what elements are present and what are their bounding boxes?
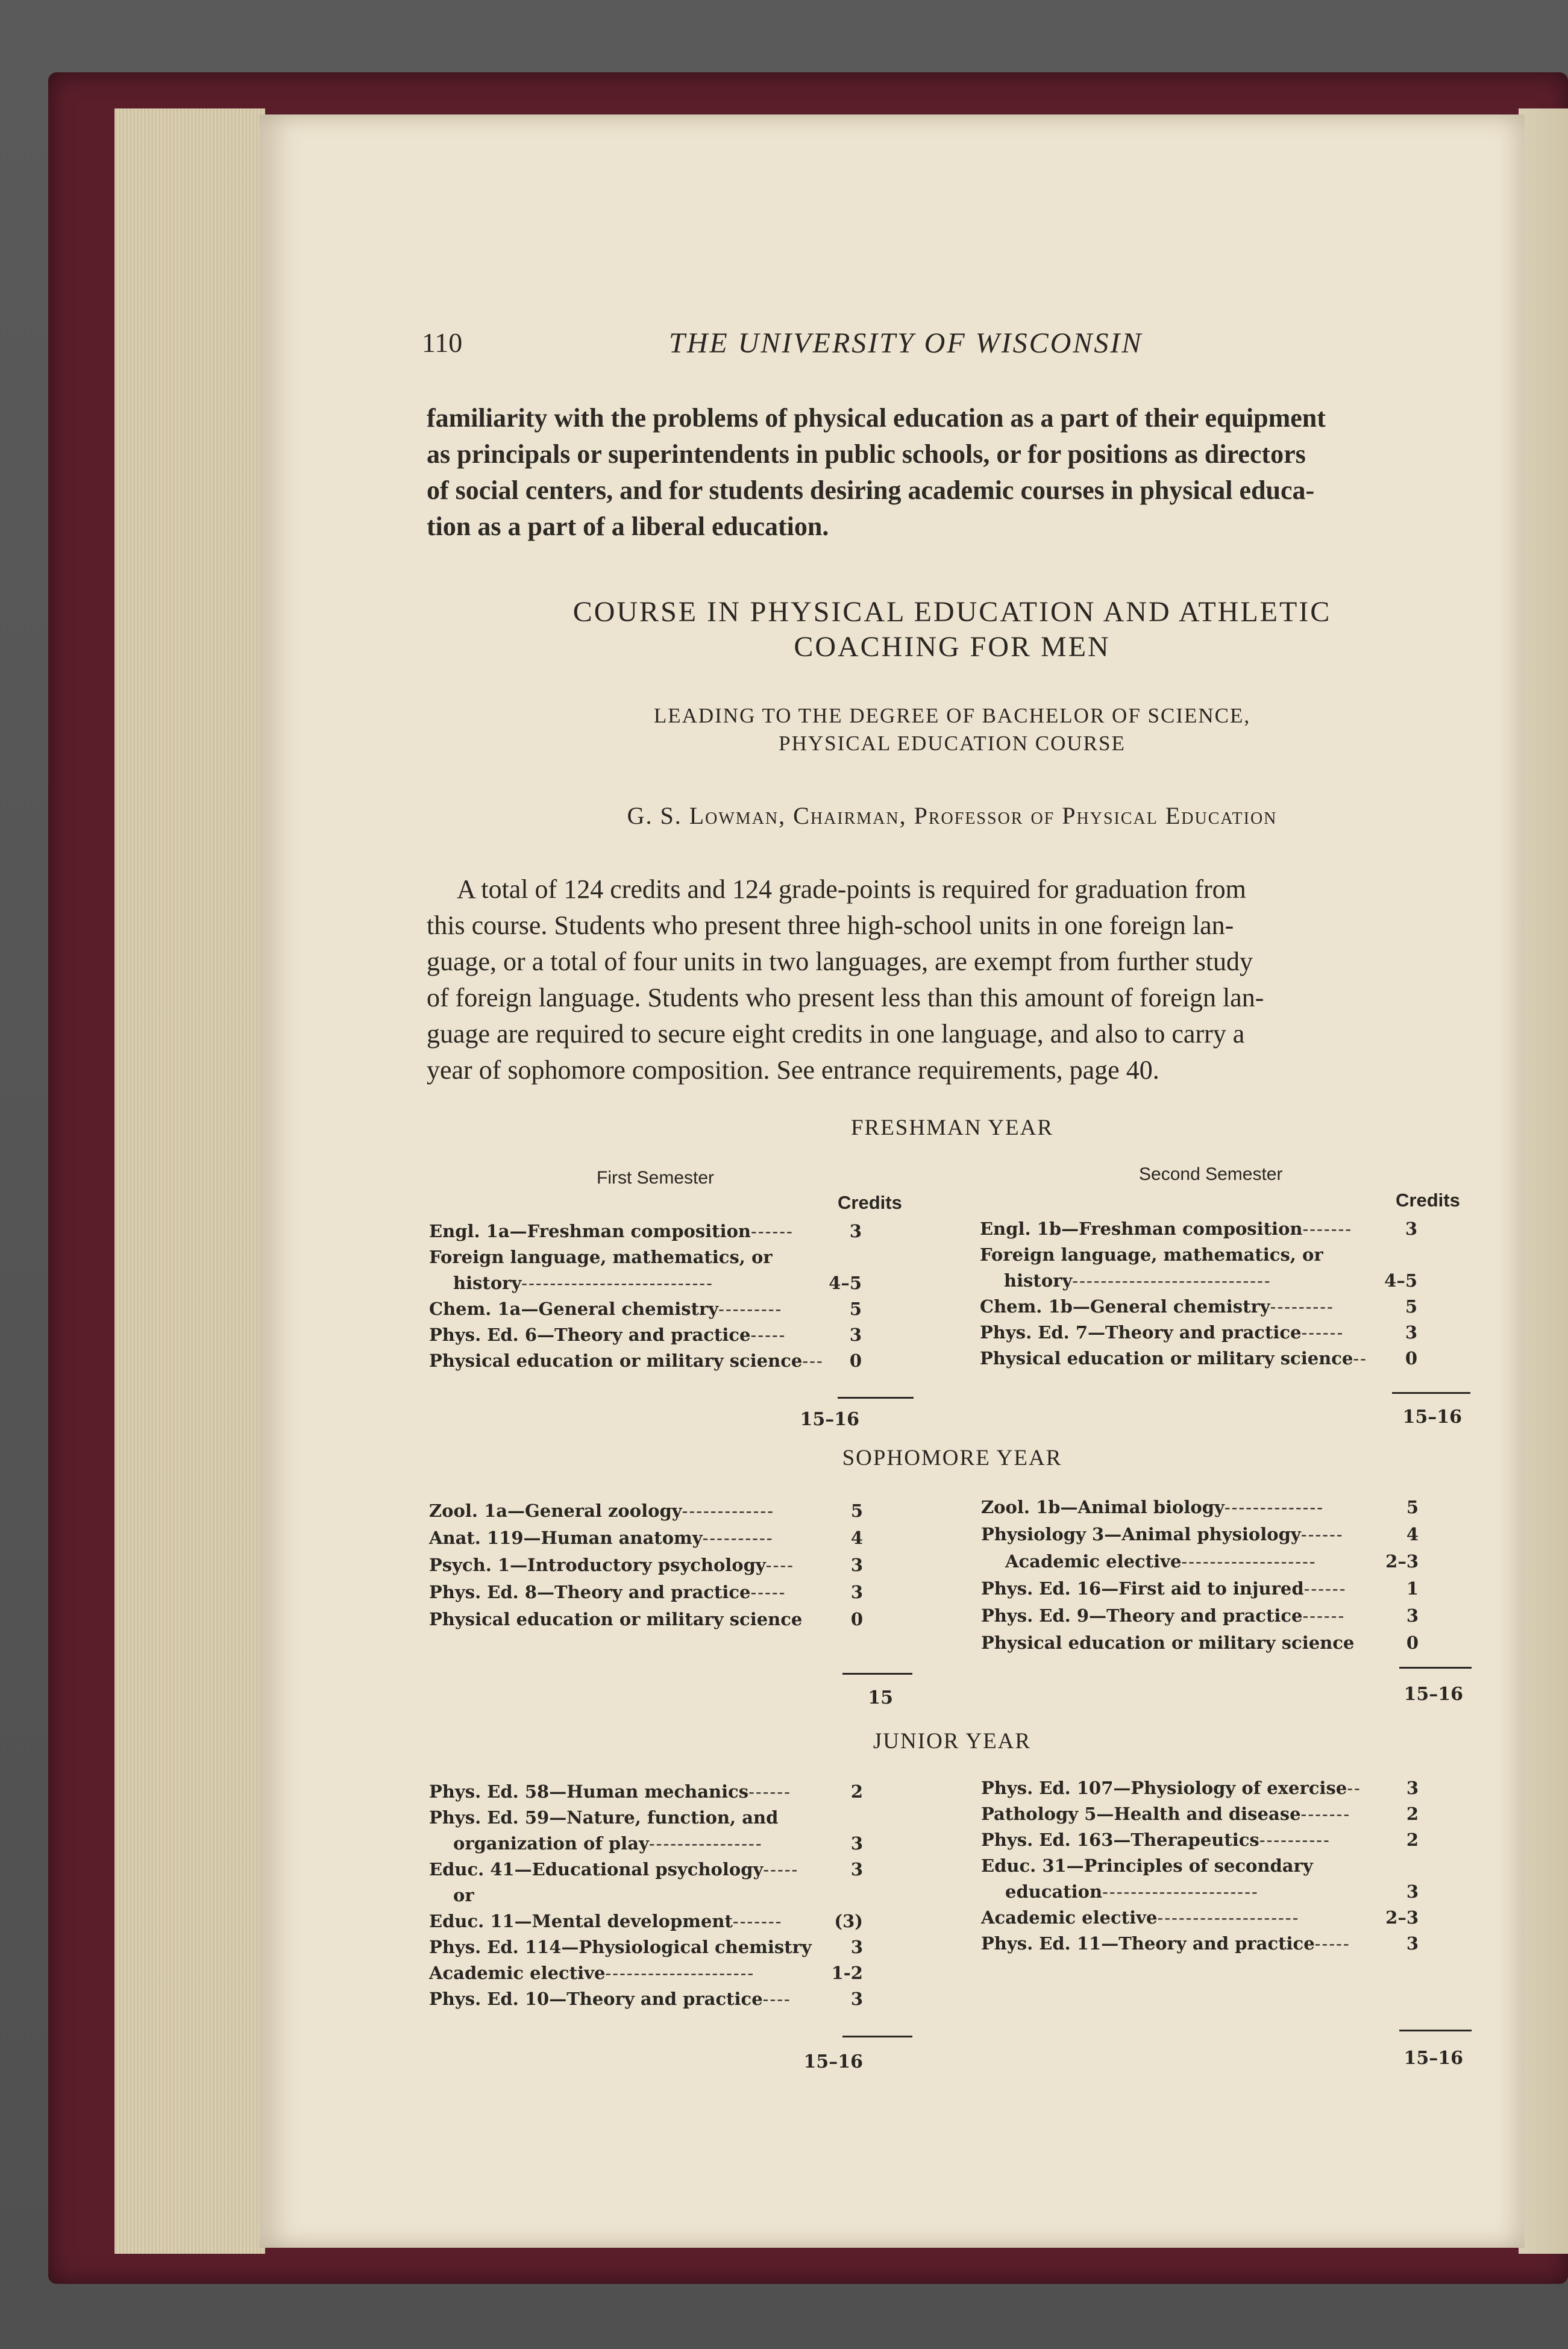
course-name: Physical education or military science [429,1350,803,1371]
course-credit: 1 [1406,1578,1419,1599]
course-name: Phys. Ed. 16—First aid to injured [981,1578,1304,1599]
course-name: Physical education or military science [429,1609,803,1629]
paragraph-line: this course. Students who present three high-school units in one foreign lan- [427,911,1234,940]
course-credit: 5 [1406,1497,1419,1517]
course-credit: 2–3 [1385,1551,1419,1572]
course-credit: 2–3 [1385,1907,1419,1928]
total-credits: 15–16 [803,2051,863,2072]
course-entry [1005,1551,1317,1572]
course-entry [429,1221,794,1241]
course-entry [453,1885,474,1905]
course-name: Anat. 119—Human anatomy [429,1528,703,1548]
course-credit: 3 [1406,1778,1419,1798]
course-entry [429,1555,794,1575]
leader-dots: --------------------- [605,1963,755,1983]
course-credit: 1-2 [831,1963,863,1983]
course-credit: 3 [1406,1605,1419,1626]
course-entry [429,1299,782,1319]
course-credit: 3 [850,1859,863,1880]
course-name: Academic elective [981,1907,1158,1928]
leader-dots: ------ [748,1781,791,1802]
leader-dots: ------- [1302,1218,1353,1239]
leader-dots: -- [1353,1348,1367,1369]
course-credit: 3 [1406,1933,1419,1954]
course-entry [980,1296,1334,1317]
course-credit: 0 [1406,1632,1419,1653]
leader-dots: ------ [1301,1322,1344,1343]
course-entry [981,1578,1346,1599]
course-credit: 0 [850,1609,863,1629]
course-entry [429,1781,791,1802]
course-entry [981,1855,1313,1876]
course-name: Phys. Ed. 10—Theory and practice [429,1989,763,2009]
total-rule [842,1673,912,1675]
leader-dots: --------- [1270,1296,1334,1317]
second-semester-heading: Second Semester [1139,1164,1283,1184]
total-credits: 15–16 [1402,1407,1462,1428]
course-entry [429,1911,782,1931]
course-name: Foreign language, mathematics, or [980,1244,1323,1265]
leader-dots: ------ [751,1221,794,1241]
course-credit: 3 [1405,1218,1417,1239]
course-entry [429,1807,778,1828]
course-name: Phys. Ed. 8—Theory and practice [429,1582,751,1602]
leader-dots: ------------- [682,1501,774,1521]
course-name: Zool. 1a—General zoology [429,1501,682,1521]
year-heading-junior: JUNIOR YEAR [873,1729,1032,1754]
chairman-line: G. S. Lowman, Chairman, Professor of Physical Education [627,802,1278,829]
degree-subheading: PHYSICAL EDUCATION COURSE [779,732,1126,755]
course-entry [429,1528,774,1548]
total-credits: 15 [868,1687,893,1708]
leader-dots: -------------------- [1157,1907,1300,1928]
course-name: Foreign language, mathematics, or [429,1247,773,1267]
course-heading: COURSE IN PHYSICAL EDUCATION AND ATHLETIC [572,596,1332,628]
course-name: organization of play [453,1833,649,1854]
course-entry [1004,1270,1272,1291]
course-name: history [1004,1270,1073,1291]
course-credit: 3 [849,1221,862,1241]
leader-dots: -------------- [1224,1497,1325,1517]
leader-dots: ------ [1300,1524,1344,1545]
course-credit: 2 [850,1781,863,1802]
course-entry [980,1244,1323,1265]
course-name: Engl. 1b—Freshman composition [980,1218,1303,1239]
total-rule [1399,1667,1472,1669]
course-name: Physical education or military science [981,1632,1355,1653]
intro-line: tion as a part of a liberal education. [427,512,829,541]
course-credit: 3 [850,1582,863,1602]
course-name: or [453,1885,474,1905]
course-credit: 5 [849,1299,862,1319]
leader-dots: ---------------------- [1102,1881,1259,1902]
course-name: Pathology 5—Health and disease [981,1804,1301,1824]
intro-line: familiarity with the problems of physical education as a part of their equipment [427,403,1326,433]
total-rule [842,2036,912,2037]
paragraph-line: guage, or a total of four units in two languages, are exempt from further study [427,947,1253,976]
course-entry [453,1833,763,1854]
total-rule [838,1397,914,1399]
course-credit: 4–5 [829,1273,862,1293]
intro-line: of social centers, and for students desiring academic courses in physical educa- [427,475,1315,505]
leader-dots: ------- [1300,1804,1351,1824]
course-credit: 3 [850,1937,863,1957]
total-credits: 15–16 [800,1409,859,1430]
course-name: Phys. Ed. 6—Theory and practice [429,1325,751,1345]
course-credit: 5 [1405,1296,1417,1317]
course-entry [981,1632,1354,1653]
course-entry [980,1348,1367,1369]
course-credit: 4–5 [1384,1270,1417,1291]
course-credit: 3 [1405,1322,1417,1343]
degree-subheading: LEADING TO THE DEGREE OF BACHELOR OF SCIENCE, [653,704,1251,727]
course-entry [453,1273,713,1293]
year-heading-sophomore: SOPHOMORE YEAR [842,1446,1062,1470]
page-edge-right [1519,108,1568,2254]
course-credit: 5 [850,1501,863,1521]
page-edges-left [114,108,265,2254]
course-name: Phys. Ed. 114—Physiological chemistry [429,1937,812,1957]
course-entry [981,1605,1345,1626]
course-credit: 4 [1406,1524,1419,1545]
course-name: Educ. 31—Principles of secondary [981,1855,1313,1876]
course-name: Phys. Ed. 107—Physiology of exercise [981,1778,1347,1798]
course-entry [429,1609,802,1629]
course-entry [429,1247,773,1267]
course-name: history [453,1273,522,1293]
course-name: Chem. 1b—General chemistry [980,1296,1270,1317]
course-entry [980,1218,1352,1239]
total-rule [1392,1392,1470,1394]
course-entry [429,1859,798,1880]
course-entry [981,1830,1331,1850]
credits-column-heading: Credits [1396,1190,1460,1211]
paragraph-line: A total of 124 credits and 124 grade-points is required for graduation from [457,874,1246,904]
leader-dots: ------------------- [1181,1551,1317,1572]
course-entry [429,1501,774,1521]
course-credit: (3) [834,1911,863,1931]
first-semester-heading: First Semester [597,1168,715,1188]
course-name: Academic elective [429,1963,606,1983]
course-entry [981,1497,1324,1517]
leader-dots: ------- [732,1911,783,1931]
leader-dots: ---------------------------- [1072,1270,1272,1291]
course-entry [429,1937,812,1957]
course-credit: 0 [1405,1348,1417,1369]
leader-dots: ---------------- [648,1833,763,1854]
course-entry [429,1350,824,1371]
course-entry [980,1322,1344,1343]
course-entry [981,1778,1361,1798]
leader-dots: --------- [718,1299,783,1319]
course-name: Educ. 11—Mental development [429,1911,733,1931]
course-credit: 2 [1406,1804,1419,1824]
course-name: Academic elective [1005,1551,1182,1572]
course-entry [981,1933,1350,1954]
course-name: Phys. Ed. 163—Therapeutics [981,1830,1259,1850]
leader-dots: ----- [763,1859,799,1880]
course-name: Phys. Ed. 9—Theory and practice [981,1605,1303,1626]
paragraph-line: of foreign language. Students who present less than this amount of foreign lan- [427,983,1264,1012]
course-entry [429,1989,791,2009]
total-credits: 15–16 [1403,2048,1463,2069]
intro-line: as principals or superintendents in public schools, or for positions as directors [427,439,1306,469]
course-name: Physical education or military science [980,1348,1353,1369]
course-name: Phys. Ed. 11—Theory and practice [981,1933,1315,1954]
leader-dots: ------ [1303,1578,1347,1599]
running-head-title: THE UNIVERSITY OF WISCONSIN [669,327,1143,359]
total-credits: 15–16 [1403,1684,1463,1705]
course-entry [429,1325,786,1345]
course-credit: 3 [850,1989,863,2009]
course-name: Physiology 3—Animal physiology [981,1524,1301,1545]
leader-dots: ---- [762,1989,791,2009]
course-name: education [1005,1881,1103,1902]
course-name: Phys. Ed. 58—Human mechanics [429,1781,749,1802]
course-name: Educ. 41—Educational psychology [429,1859,764,1880]
course-name: Phys. Ed. 7—Theory and practice [980,1322,1302,1343]
leader-dots: ----- [750,1325,786,1345]
course-name: Chem. 1a—General chemistry [429,1299,719,1319]
leader-dots: -- [1347,1778,1361,1798]
course-name: Zool. 1b—Animal biology [981,1497,1225,1517]
leader-dots: ------ [1302,1605,1346,1626]
course-credit: 2 [1406,1830,1419,1850]
course-credit: 3 [850,1555,863,1575]
course-name: Phys. Ed. 59—Nature, function, and [429,1807,779,1828]
course-credit: 0 [849,1350,862,1371]
credits-column-heading: Credits [838,1192,902,1213]
course-credit: 3 [850,1833,863,1854]
leader-dots: --- [802,1350,824,1371]
course-name: Engl. 1a—Freshman composition [429,1221,751,1241]
course-entry [429,1582,786,1602]
leader-dots: ---- [765,1555,794,1575]
leader-dots: ---------- [1259,1830,1331,1850]
leader-dots: ---------- [702,1528,774,1548]
total-rule [1399,2030,1472,2031]
leader-dots: --------------------------- [521,1273,713,1293]
course-credit: 4 [850,1528,863,1548]
course-entry [981,1804,1350,1824]
leader-dots: ----- [1314,1933,1350,1954]
course-entry [981,1907,1299,1928]
course-credit: 3 [849,1325,862,1345]
year-heading-freshman: FRESHMAN YEAR [850,1115,1054,1140]
paragraph-line: guage are required to secure eight credits in one language, and also to carry a [427,1019,1245,1049]
paragraph-line: year of sophomore composition. See entrance requirements, page 40. [427,1055,1159,1085]
course-heading: COACHING FOR MEN [794,631,1111,663]
course-entry [981,1524,1344,1545]
course-entry [1005,1881,1259,1902]
course-name: Psych. 1—Introductory psychology [429,1555,766,1575]
course-credit: 3 [1406,1881,1419,1902]
leader-dots: ----- [750,1582,786,1602]
course-entry [429,1963,754,1983]
page-number: 110 [422,327,463,358]
